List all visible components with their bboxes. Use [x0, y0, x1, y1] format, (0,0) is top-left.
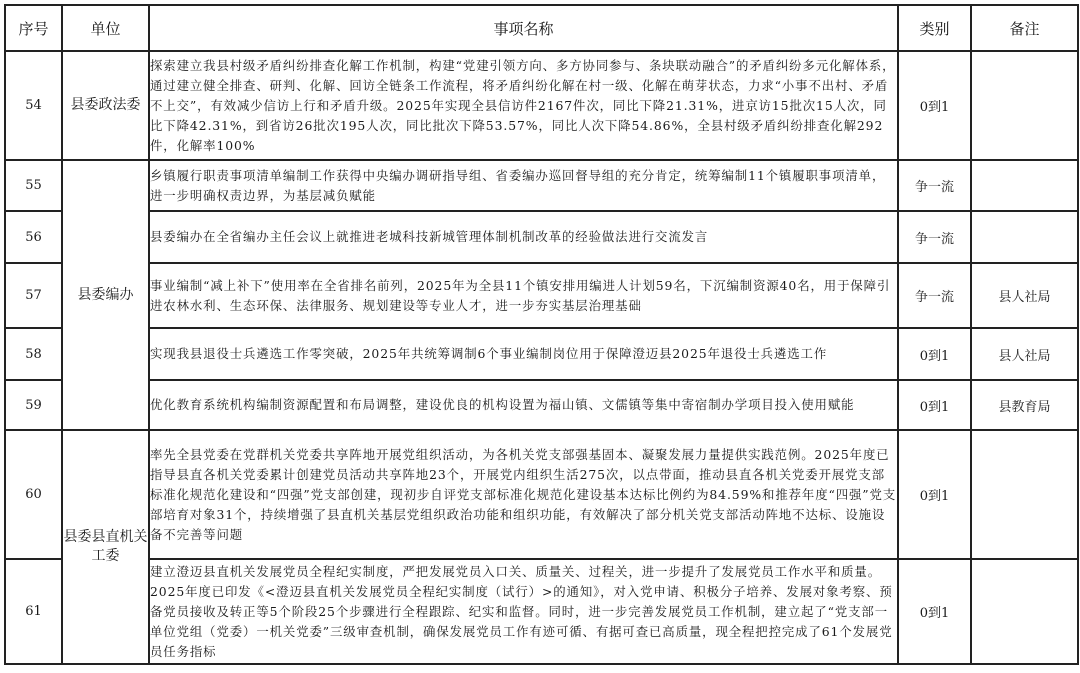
note-cell: 县人社局	[971, 328, 1078, 380]
category-cell: 0到1	[898, 380, 971, 430]
row-number: 59	[5, 380, 62, 430]
table-row	[5, 559, 1078, 664]
item-description: 实现我县退役士兵遴选工作零突破，2025年共统筹调制6个事业编制岗位用于保障澄迈县2025年退役士兵遴选工作	[149, 328, 898, 380]
table-row	[5, 328, 1078, 380]
category-cell: 争一流	[898, 160, 971, 211]
category-cell: 0到1	[898, 328, 971, 380]
header-no: 序号	[5, 5, 62, 51]
category-cell: 争一流	[898, 263, 971, 328]
items-table	[4, 4, 1079, 665]
note-cell	[971, 160, 1078, 211]
header-row	[5, 5, 1078, 51]
note-cell	[971, 211, 1078, 263]
category-cell: 争一流	[898, 211, 971, 263]
table-row	[5, 51, 1078, 160]
unit-cell: 县委编办	[62, 160, 149, 430]
row-number: 57	[5, 263, 62, 328]
table-row	[5, 380, 1078, 430]
item-description: 县委编办在全省编办主任会议上就推进老城科技新城管理体制机制改革的经验做法进行交流发言	[149, 211, 898, 263]
row-number: 56	[5, 211, 62, 263]
header-type: 类别	[898, 5, 971, 51]
table-row	[5, 211, 1078, 263]
item-description: 乡镇履行职责事项清单编制工作获得中央编办调研指导组、省委编办巡回督导组的充分肯定，统筹编制11个镇履职事项清单，进一步明确权责边界，为基层减负赋能	[149, 160, 898, 211]
row-number: 58	[5, 328, 62, 380]
header-item: 事项名称	[149, 5, 898, 51]
table-row	[5, 263, 1078, 328]
table-row	[5, 160, 1078, 211]
item-description: 优化教育系统机构编制资源配置和布局调整，建设优良的机构设置为福山镇、文儒镇等集中寄宿制办学项目投入使用赋能	[149, 380, 898, 430]
header-unit: 单位	[62, 5, 149, 51]
category-cell: 0到1	[898, 51, 971, 160]
table-row	[5, 430, 1078, 559]
row-number: 55	[5, 160, 62, 211]
note-cell	[971, 430, 1078, 559]
note-cell	[971, 51, 1078, 160]
unit-cell: 县委县直机关工委	[62, 430, 149, 664]
note-cell: 县教育局	[971, 380, 1078, 430]
unit-cell: 县委政法委	[62, 51, 149, 160]
item-description: 建立澄迈县直机关发展党员全程纪实制度，严把发展党员入口关、质量关、过程关，进一步提升了发展党员工作水平和质量。2025年度已印发《<澄迈县直机关发展党员全程纪实制度（试行）>的通知》，对入党申请、积极分子培养、发展对象考察、预备党员接收及转正等5个阶段25个步骤进行全程跟踪、纪实和监督。同时，进一步完善发展党员工作机制，建立起了“党支部一单位党组（党委）一机关党委”三级审查机制，确保发展党员工作有迹可循、有据可查已高质量，现全程把控完成了61个发展党员任务指标	[149, 559, 898, 664]
note-cell	[971, 559, 1078, 664]
item-description: 探索建立我县村级矛盾纠纷排查化解工作机制，构建“党建引领方向、多方协同参与、条块联动融合”的矛盾纠纷多元化解体系，通过建立健全排查、研判、化解、回访全链条工作流程，将矛盾纠纷化解在村一级、化解在萌芽状态，力求“小事不出村、矛盾不上交”，有效减少信访上行和矛盾升级。2025年实现全县信访件2167件次，同比下降21.31%，进京访15批次15人次，同比下降42.31%，到省访26批次195人次，同比批次下降53.57%，同比人次下降54.86%，全县村级矛盾纠纷排查化解292件，化解率100%	[149, 51, 898, 160]
note-cell: 县人社局	[971, 263, 1078, 328]
category-cell: 0到1	[898, 430, 971, 559]
item-description: 事业编制“减上补下”使用率在全省排名前列，2025年为全县11个镇安排用编进人计划59名，下沉编制资源40名，用于保障引进农林水利、生态环保、法律服务、规划建设等专业人才，进一步夯实基层治理基础	[149, 263, 898, 328]
header-note: 备注	[971, 5, 1078, 51]
row-number: 54	[5, 51, 62, 160]
row-number: 60	[5, 430, 62, 559]
row-number: 61	[5, 559, 62, 664]
category-cell: 0到1	[898, 559, 971, 664]
item-description: 率先全县党委在党群机关党委共享阵地开展党组织活动，为各机关党支部强基固本、凝聚发展力量提供实践范例。2025年度已指导县直各机关党委累计创建党员活动共享阵地23个，开展党内组织生活275次，以点带面，推动县直各机关党委开展党支部标准化规范化建设和“四强”党支部创建，现初步自评党支部标准化规范化建设基本达标比例约为84.59%和推荐年度“四强”党支部培育对象31个，持续增强了县直机关基层党组织政治功能和组织功能，有效解决了部分机关党支部活动阵地不达标、设施设备不完善等问题	[149, 430, 898, 559]
